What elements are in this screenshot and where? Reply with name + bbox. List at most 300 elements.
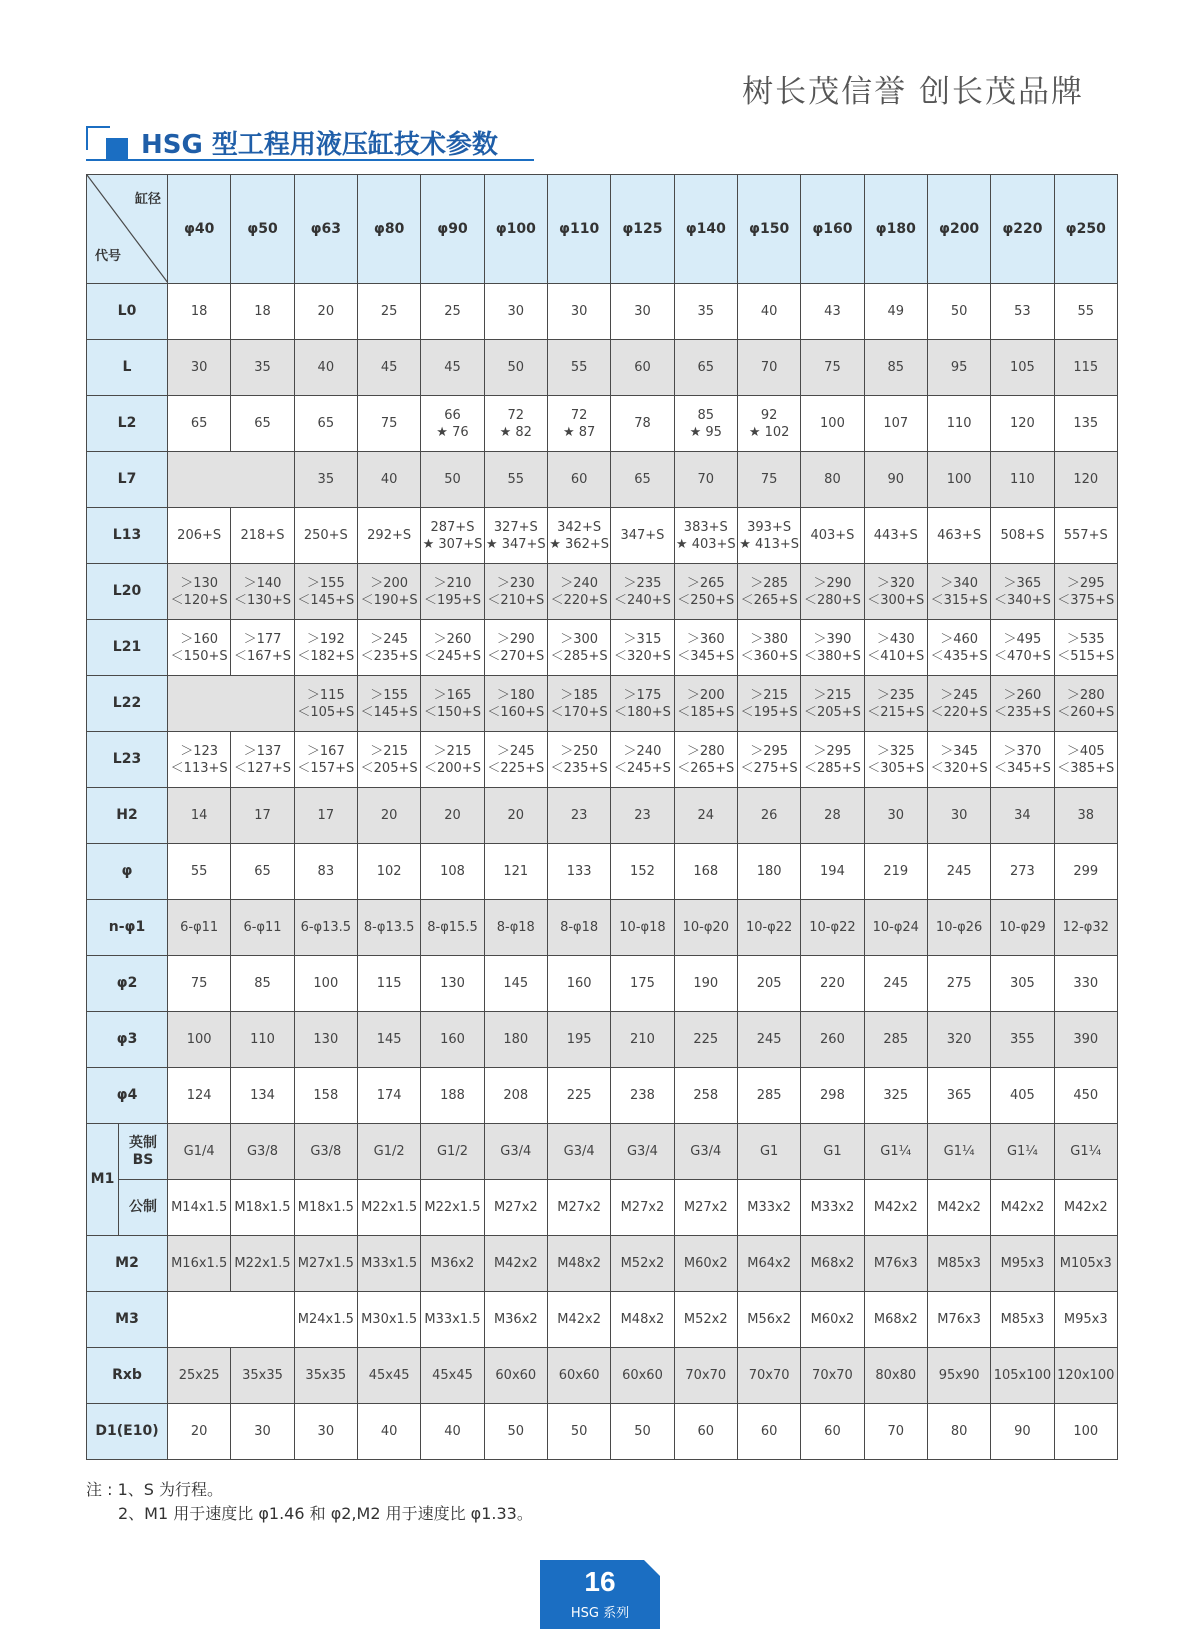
table-cell: M18x1.5 xyxy=(294,1180,357,1236)
row-label: L7 xyxy=(87,452,168,508)
column-header: φ110 xyxy=(547,175,610,284)
table-cell: G3/8 xyxy=(231,1124,294,1180)
cell-line: ＞215 xyxy=(750,687,789,703)
table-row xyxy=(87,844,1118,900)
table-cell xyxy=(927,564,990,620)
table-cell: 174 xyxy=(357,1068,420,1124)
table-cell: M22x1.5 xyxy=(421,1180,484,1236)
cell-line: ＞140 xyxy=(243,575,282,591)
table-cell xyxy=(484,508,547,564)
table-cell: 115 xyxy=(357,956,420,1012)
cell-line: ＜220+S xyxy=(550,592,608,608)
table-cell: 30 xyxy=(168,340,231,396)
table-cell: M33x1.5 xyxy=(357,1236,420,1292)
table-cell: 35x35 xyxy=(294,1348,357,1404)
table-cell: 330 xyxy=(1054,956,1117,1012)
table-cell xyxy=(991,732,1054,788)
cell-line: ＞175 xyxy=(623,687,662,703)
table-cell: 20 xyxy=(484,788,547,844)
table-cell xyxy=(737,396,800,452)
cell-line: ＜305+S xyxy=(867,760,925,776)
table-cell: M27x1.5 xyxy=(294,1236,357,1292)
table-cell: M52x2 xyxy=(611,1236,674,1292)
note-line-1: 注 : 1、S 为行程。 xyxy=(86,1480,223,1499)
table-cell: M33x2 xyxy=(801,1180,864,1236)
table-cell: 55 xyxy=(1054,284,1117,340)
cell-line: ＜515+S xyxy=(1057,648,1115,664)
cell-line: ＜385+S xyxy=(1057,760,1115,776)
table-cell: 35 xyxy=(674,284,737,340)
table-cell: 35x35 xyxy=(231,1348,294,1404)
table-cell: G1¼ xyxy=(927,1124,990,1180)
table-cell: 10-φ26 xyxy=(927,900,990,956)
table-cell: 70x70 xyxy=(674,1348,737,1404)
table-cell xyxy=(547,508,610,564)
cell-line: ＞460 xyxy=(940,631,979,647)
table-cell xyxy=(737,508,800,564)
page-series: HSG 系列 xyxy=(570,1606,630,1621)
cell-line: ＜235+S xyxy=(550,760,608,776)
table-cell xyxy=(484,732,547,788)
row-label-m1: M1 xyxy=(87,1124,119,1236)
cell-line: ＜260+S xyxy=(1057,704,1115,720)
column-header: φ160 xyxy=(801,175,864,284)
cell-line: ＜170+S xyxy=(550,704,608,720)
table-cell: M48x2 xyxy=(611,1292,674,1348)
table-cell: M27x2 xyxy=(547,1180,610,1236)
table-row xyxy=(87,900,1118,956)
row-label: L21 xyxy=(87,620,168,676)
cell-line: ＞185 xyxy=(560,687,599,703)
table-cell: 65 xyxy=(294,396,357,452)
cell-line: ＞320 xyxy=(876,575,915,591)
table-cell: 110 xyxy=(991,452,1054,508)
table-cell: 168 xyxy=(674,844,737,900)
table-cell: M95x3 xyxy=(1054,1292,1117,1348)
table-cell xyxy=(801,732,864,788)
table-cell: 25 xyxy=(357,284,420,340)
table-cell: 120x100 xyxy=(1054,1348,1117,1404)
cell-line: ＜320+S xyxy=(930,760,988,776)
cell-line: ＞325 xyxy=(876,743,915,759)
row-sublabel-metric: 公制 xyxy=(119,1180,168,1236)
table-cell: 10-φ24 xyxy=(864,900,927,956)
table-cell xyxy=(294,620,357,676)
row-label: L2 xyxy=(87,396,168,452)
table-cell: M42x2 xyxy=(1054,1180,1117,1236)
cell-line: ＞285 xyxy=(750,575,789,591)
table-cell: 355 xyxy=(991,1012,1054,1068)
table-cell: M105x3 xyxy=(1054,1236,1117,1292)
cell-line: ＜340+S xyxy=(993,592,1051,608)
table-row xyxy=(87,396,1118,452)
table-cell: 238 xyxy=(611,1068,674,1124)
table-cell: 160 xyxy=(547,956,610,1012)
table-cell: 38 xyxy=(1054,788,1117,844)
cell-line: ＞260 xyxy=(1003,687,1042,703)
cell-line: ＜275+S xyxy=(740,760,798,776)
cell-line: ＜130+S xyxy=(234,592,291,608)
cell-line: ＞200 xyxy=(370,575,409,591)
cell-line: ＜380+S xyxy=(803,648,861,664)
table-cell: M68x2 xyxy=(864,1292,927,1348)
table-cell: 208 xyxy=(484,1068,547,1124)
table-cell: 25x25 xyxy=(168,1348,231,1404)
cell-line: ＜105+S xyxy=(297,704,355,720)
table-cell: M95x3 xyxy=(991,1236,1054,1292)
note-line-2: 2、M1 用于速度比 φ1.46 和 φ2,M2 用于速度比 φ1.33。 xyxy=(118,1504,533,1523)
table-cell: M85x3 xyxy=(927,1236,990,1292)
table-cell: 10-φ18 xyxy=(611,900,674,956)
cell-line: ＞370 xyxy=(1003,743,1042,759)
table-cell: 85 xyxy=(864,340,927,396)
table-cell: 95 xyxy=(927,340,990,396)
table-cell xyxy=(484,676,547,732)
row-label: φ3 xyxy=(87,1012,168,1068)
cell-line: ＜235+S xyxy=(360,648,418,664)
table-cell: 105 xyxy=(991,340,1054,396)
table-row xyxy=(87,676,1118,732)
table-row xyxy=(87,1404,1118,1460)
table-cell xyxy=(168,1292,295,1348)
table-cell: 195 xyxy=(547,1012,610,1068)
table-cell: 8-φ18 xyxy=(547,900,610,956)
table-cell: M27x2 xyxy=(674,1180,737,1236)
cell-line: ＜270+S xyxy=(487,648,545,664)
cell-line: 英制 xyxy=(129,1134,157,1151)
table-cell: 320 xyxy=(927,1012,990,1068)
cell-line: ＞405 xyxy=(1066,743,1105,759)
column-header: φ50 xyxy=(231,175,294,284)
table-cell xyxy=(611,564,674,620)
table-row xyxy=(87,732,1118,788)
cell-line: ＜157+S xyxy=(297,760,355,776)
table-cell: 175 xyxy=(611,956,674,1012)
table-cell xyxy=(484,564,547,620)
table-row xyxy=(87,1180,1118,1236)
cell-line: ＜300+S xyxy=(867,592,925,608)
table-cell: M42x2 xyxy=(991,1180,1054,1236)
cell-line: ＞177 xyxy=(243,631,282,647)
table-cell: 35 xyxy=(294,452,357,508)
table-cell: 45x45 xyxy=(421,1348,484,1404)
cell-line: ＞265 xyxy=(686,575,725,591)
table-cell: 50 xyxy=(484,340,547,396)
cell-line: ＜113+S xyxy=(170,760,228,776)
table-cell xyxy=(674,676,737,732)
cell-line: ＜285+S xyxy=(550,648,608,664)
table-cell xyxy=(547,676,610,732)
table-cell: 220 xyxy=(801,956,864,1012)
table-cell xyxy=(611,620,674,676)
table-cell: 50 xyxy=(611,1404,674,1460)
cell-line: ＞380 xyxy=(750,631,789,647)
cell-line: ★ 95 xyxy=(689,424,722,440)
table-cell xyxy=(801,676,864,732)
table-row xyxy=(87,1124,1118,1180)
table-cell: 90 xyxy=(991,1404,1054,1460)
cell-line: ＜205+S xyxy=(360,760,418,776)
cell-line: ＞360 xyxy=(686,631,725,647)
cell-line: ＞535 xyxy=(1066,631,1105,647)
table-cell: 75 xyxy=(801,340,864,396)
column-header: φ80 xyxy=(357,175,420,284)
table-cell: 30 xyxy=(484,284,547,340)
table-cell: M42x2 xyxy=(484,1236,547,1292)
row-label: n-φ1 xyxy=(87,900,168,956)
table-cell: 115 xyxy=(1054,340,1117,396)
table-cell: 70 xyxy=(864,1404,927,1460)
table-cell: 557+S xyxy=(1054,508,1117,564)
table-cell: 30 xyxy=(294,1404,357,1460)
cell-line: ＞345 xyxy=(940,743,979,759)
cell-line: ★ 413+S xyxy=(739,536,799,552)
table-cell: 78 xyxy=(611,396,674,452)
table-cell: 390 xyxy=(1054,1012,1117,1068)
table-cell: G3/4 xyxy=(484,1124,547,1180)
table-cell: M60x2 xyxy=(674,1236,737,1292)
table-cell xyxy=(1054,676,1117,732)
table-cell: 10-φ22 xyxy=(737,900,800,956)
cell-line: ＞245 xyxy=(370,631,409,647)
table-cell: M33x2 xyxy=(737,1180,800,1236)
table-cell: 40 xyxy=(294,340,357,396)
table-cell: 65 xyxy=(231,396,294,452)
table-row xyxy=(87,788,1118,844)
cell-line: ＜375+S xyxy=(1057,592,1115,608)
cell-line: 92 xyxy=(760,407,778,423)
cell-line: ＞245 xyxy=(940,687,979,703)
row-label: φ xyxy=(87,844,168,900)
table-cell: 219 xyxy=(864,844,927,900)
cell-line: ＞192 xyxy=(306,631,345,647)
table-row xyxy=(87,1348,1118,1404)
table-row xyxy=(87,508,1118,564)
table-cell: 285 xyxy=(737,1068,800,1124)
table-cell: 188 xyxy=(421,1068,484,1124)
cell-line: ＞245 xyxy=(496,743,535,759)
table-cell: 70 xyxy=(737,340,800,396)
table-cell: 100 xyxy=(927,452,990,508)
column-header: φ200 xyxy=(927,175,990,284)
table-cell xyxy=(168,676,295,732)
cell-line: ＜470+S xyxy=(993,648,1051,664)
table-row xyxy=(87,956,1118,1012)
table-cell xyxy=(484,620,547,676)
table-cell xyxy=(421,732,484,788)
table-cell: 120 xyxy=(1054,452,1117,508)
cell-line: ＜245+S xyxy=(613,760,671,776)
column-header: φ63 xyxy=(294,175,357,284)
table-cell: 49 xyxy=(864,284,927,340)
table-cell: M18x1.5 xyxy=(231,1180,294,1236)
table-cell: 100 xyxy=(294,956,357,1012)
cell-line: ＜250+S xyxy=(677,592,735,608)
column-header: φ90 xyxy=(421,175,484,284)
table-cell: 100 xyxy=(1054,1404,1117,1460)
cell-line: ＞280 xyxy=(686,743,725,759)
table-cell: 45x45 xyxy=(357,1348,420,1404)
table-cell: 134 xyxy=(231,1068,294,1124)
table-cell: 35 xyxy=(231,340,294,396)
cell-line: ＜235+S xyxy=(993,704,1051,720)
table-cell: 245 xyxy=(737,1012,800,1068)
table-cell xyxy=(168,620,231,676)
cell-line: 327+S xyxy=(493,519,538,535)
table-cell: G1¼ xyxy=(991,1124,1054,1180)
table-cell xyxy=(737,732,800,788)
cell-line: ★ 76 xyxy=(436,424,469,440)
table-cell: 107 xyxy=(864,396,927,452)
table-cell: 60 xyxy=(674,1404,737,1460)
column-header: φ250 xyxy=(1054,175,1117,284)
table-cell: 40 xyxy=(357,452,420,508)
table-cell: 100 xyxy=(168,1012,231,1068)
row-label: H2 xyxy=(87,788,168,844)
row-sublabel-bs xyxy=(119,1124,168,1180)
table-cell: 10-φ29 xyxy=(991,900,1054,956)
table-cell: 75 xyxy=(168,956,231,1012)
table-cell: 206+S xyxy=(168,508,231,564)
table-cell: 158 xyxy=(294,1068,357,1124)
table-cell: G1/2 xyxy=(421,1124,484,1180)
table-cell: 121 xyxy=(484,844,547,900)
cell-line: ＞167 xyxy=(306,743,345,759)
table-cell: 205 xyxy=(737,956,800,1012)
table-cell: G3/4 xyxy=(611,1124,674,1180)
table-cell xyxy=(1054,732,1117,788)
cell-line: ★ 102 xyxy=(748,424,790,440)
cell-line: ＞137 xyxy=(243,743,282,759)
cell-line: ★ 403+S xyxy=(675,536,736,552)
spec-table xyxy=(86,174,1118,1460)
table-cell: G1 xyxy=(801,1124,864,1180)
cell-line: ＜120+S xyxy=(170,592,228,608)
table-cell: 75 xyxy=(357,396,420,452)
table-cell: M36x2 xyxy=(421,1236,484,1292)
table-cell: 85 xyxy=(231,956,294,1012)
page-number: 16 xyxy=(584,1566,616,1597)
cell-line: ★ 362+S xyxy=(549,536,609,552)
table-cell: 100 xyxy=(801,396,864,452)
table-cell: 463+S xyxy=(927,508,990,564)
cell-line: ＜150+S xyxy=(170,648,228,664)
table-cell xyxy=(801,620,864,676)
table-cell: 60 xyxy=(737,1404,800,1460)
cell-line: ＞240 xyxy=(560,575,599,591)
column-header: φ100 xyxy=(484,175,547,284)
table-cell: 6-φ13.5 xyxy=(294,900,357,956)
table-cell: 20 xyxy=(421,788,484,844)
table-cell: 135 xyxy=(1054,396,1117,452)
table-cell xyxy=(294,732,357,788)
table-cell: 45 xyxy=(421,340,484,396)
table-cell: 8-φ13.5 xyxy=(357,900,420,956)
table-cell: 105x100 xyxy=(991,1348,1054,1404)
cell-line: ＜360+S xyxy=(740,648,798,664)
table-row xyxy=(87,1012,1118,1068)
title-square-icon xyxy=(86,126,126,158)
table-cell: 40 xyxy=(421,1404,484,1460)
column-header: φ150 xyxy=(737,175,800,284)
table-cell xyxy=(168,564,231,620)
table-cell: 258 xyxy=(674,1068,737,1124)
table-cell: 130 xyxy=(294,1012,357,1068)
table-cell: M36x2 xyxy=(484,1292,547,1348)
table-cell xyxy=(737,676,800,732)
cell-line: 342+S xyxy=(557,519,602,535)
table-cell: 8-φ18 xyxy=(484,900,547,956)
row-label: φ2 xyxy=(87,956,168,1012)
cell-line: ＞250 xyxy=(560,743,599,759)
table-cell: 23 xyxy=(611,788,674,844)
table-cell: 403+S xyxy=(801,508,864,564)
table-cell xyxy=(357,676,420,732)
cell-line: ＜225+S xyxy=(487,760,545,776)
table-cell: 450 xyxy=(1054,1068,1117,1124)
table-cell: 18 xyxy=(168,284,231,340)
table-cell: 225 xyxy=(674,1012,737,1068)
table-cell xyxy=(674,564,737,620)
table-cell: 50 xyxy=(421,452,484,508)
table-cell: G1¼ xyxy=(864,1124,927,1180)
cell-line: ＜220+S xyxy=(930,704,988,720)
row-label: L23 xyxy=(87,732,168,788)
table-cell: 108 xyxy=(421,844,484,900)
table-cell: M30x1.5 xyxy=(357,1292,420,1348)
table-cell xyxy=(231,564,294,620)
cell-line: ＜180+S xyxy=(613,704,671,720)
table-cell: 14 xyxy=(168,788,231,844)
table-cell: 65 xyxy=(231,844,294,900)
table-cell xyxy=(674,508,737,564)
table-cell xyxy=(991,620,1054,676)
cell-line: ＜145+S xyxy=(297,592,355,608)
table-cell: 50 xyxy=(547,1404,610,1460)
column-header: φ220 xyxy=(991,175,1054,284)
cell-line: ＞290 xyxy=(496,631,535,647)
table-row xyxy=(87,284,1118,340)
table-cell: 80 xyxy=(927,1404,990,1460)
table-cell: 10-φ20 xyxy=(674,900,737,956)
table-cell: M42x2 xyxy=(864,1180,927,1236)
table-cell: 225 xyxy=(547,1068,610,1124)
table-cell: 80 xyxy=(801,452,864,508)
table-cell: 273 xyxy=(991,844,1054,900)
cell-line: ＞340 xyxy=(940,575,979,591)
table-cell: 285 xyxy=(864,1012,927,1068)
table-cell: 110 xyxy=(927,396,990,452)
corner-diameter-label: 缸径 xyxy=(134,192,161,207)
cell-line: ＞315 xyxy=(623,631,662,647)
table-cell: 405 xyxy=(991,1068,1054,1124)
cell-line: ★ 82 xyxy=(499,424,532,440)
table-cell xyxy=(864,676,927,732)
row-label: L22 xyxy=(87,676,168,732)
table-cell: G1 xyxy=(737,1124,800,1180)
table-cell: 25 xyxy=(421,284,484,340)
table-cell xyxy=(547,564,610,620)
table-cell xyxy=(357,732,420,788)
cell-line: ＜150+S xyxy=(423,704,481,720)
cell-line: ＞165 xyxy=(433,687,472,703)
table-cell: 325 xyxy=(864,1068,927,1124)
table-cell: M76x3 xyxy=(927,1292,990,1348)
cell-line: ★ 347+S xyxy=(485,536,546,552)
cell-line: ＜240+S xyxy=(613,592,671,608)
table-cell xyxy=(294,676,357,732)
table-cell: M52x2 xyxy=(674,1292,737,1348)
